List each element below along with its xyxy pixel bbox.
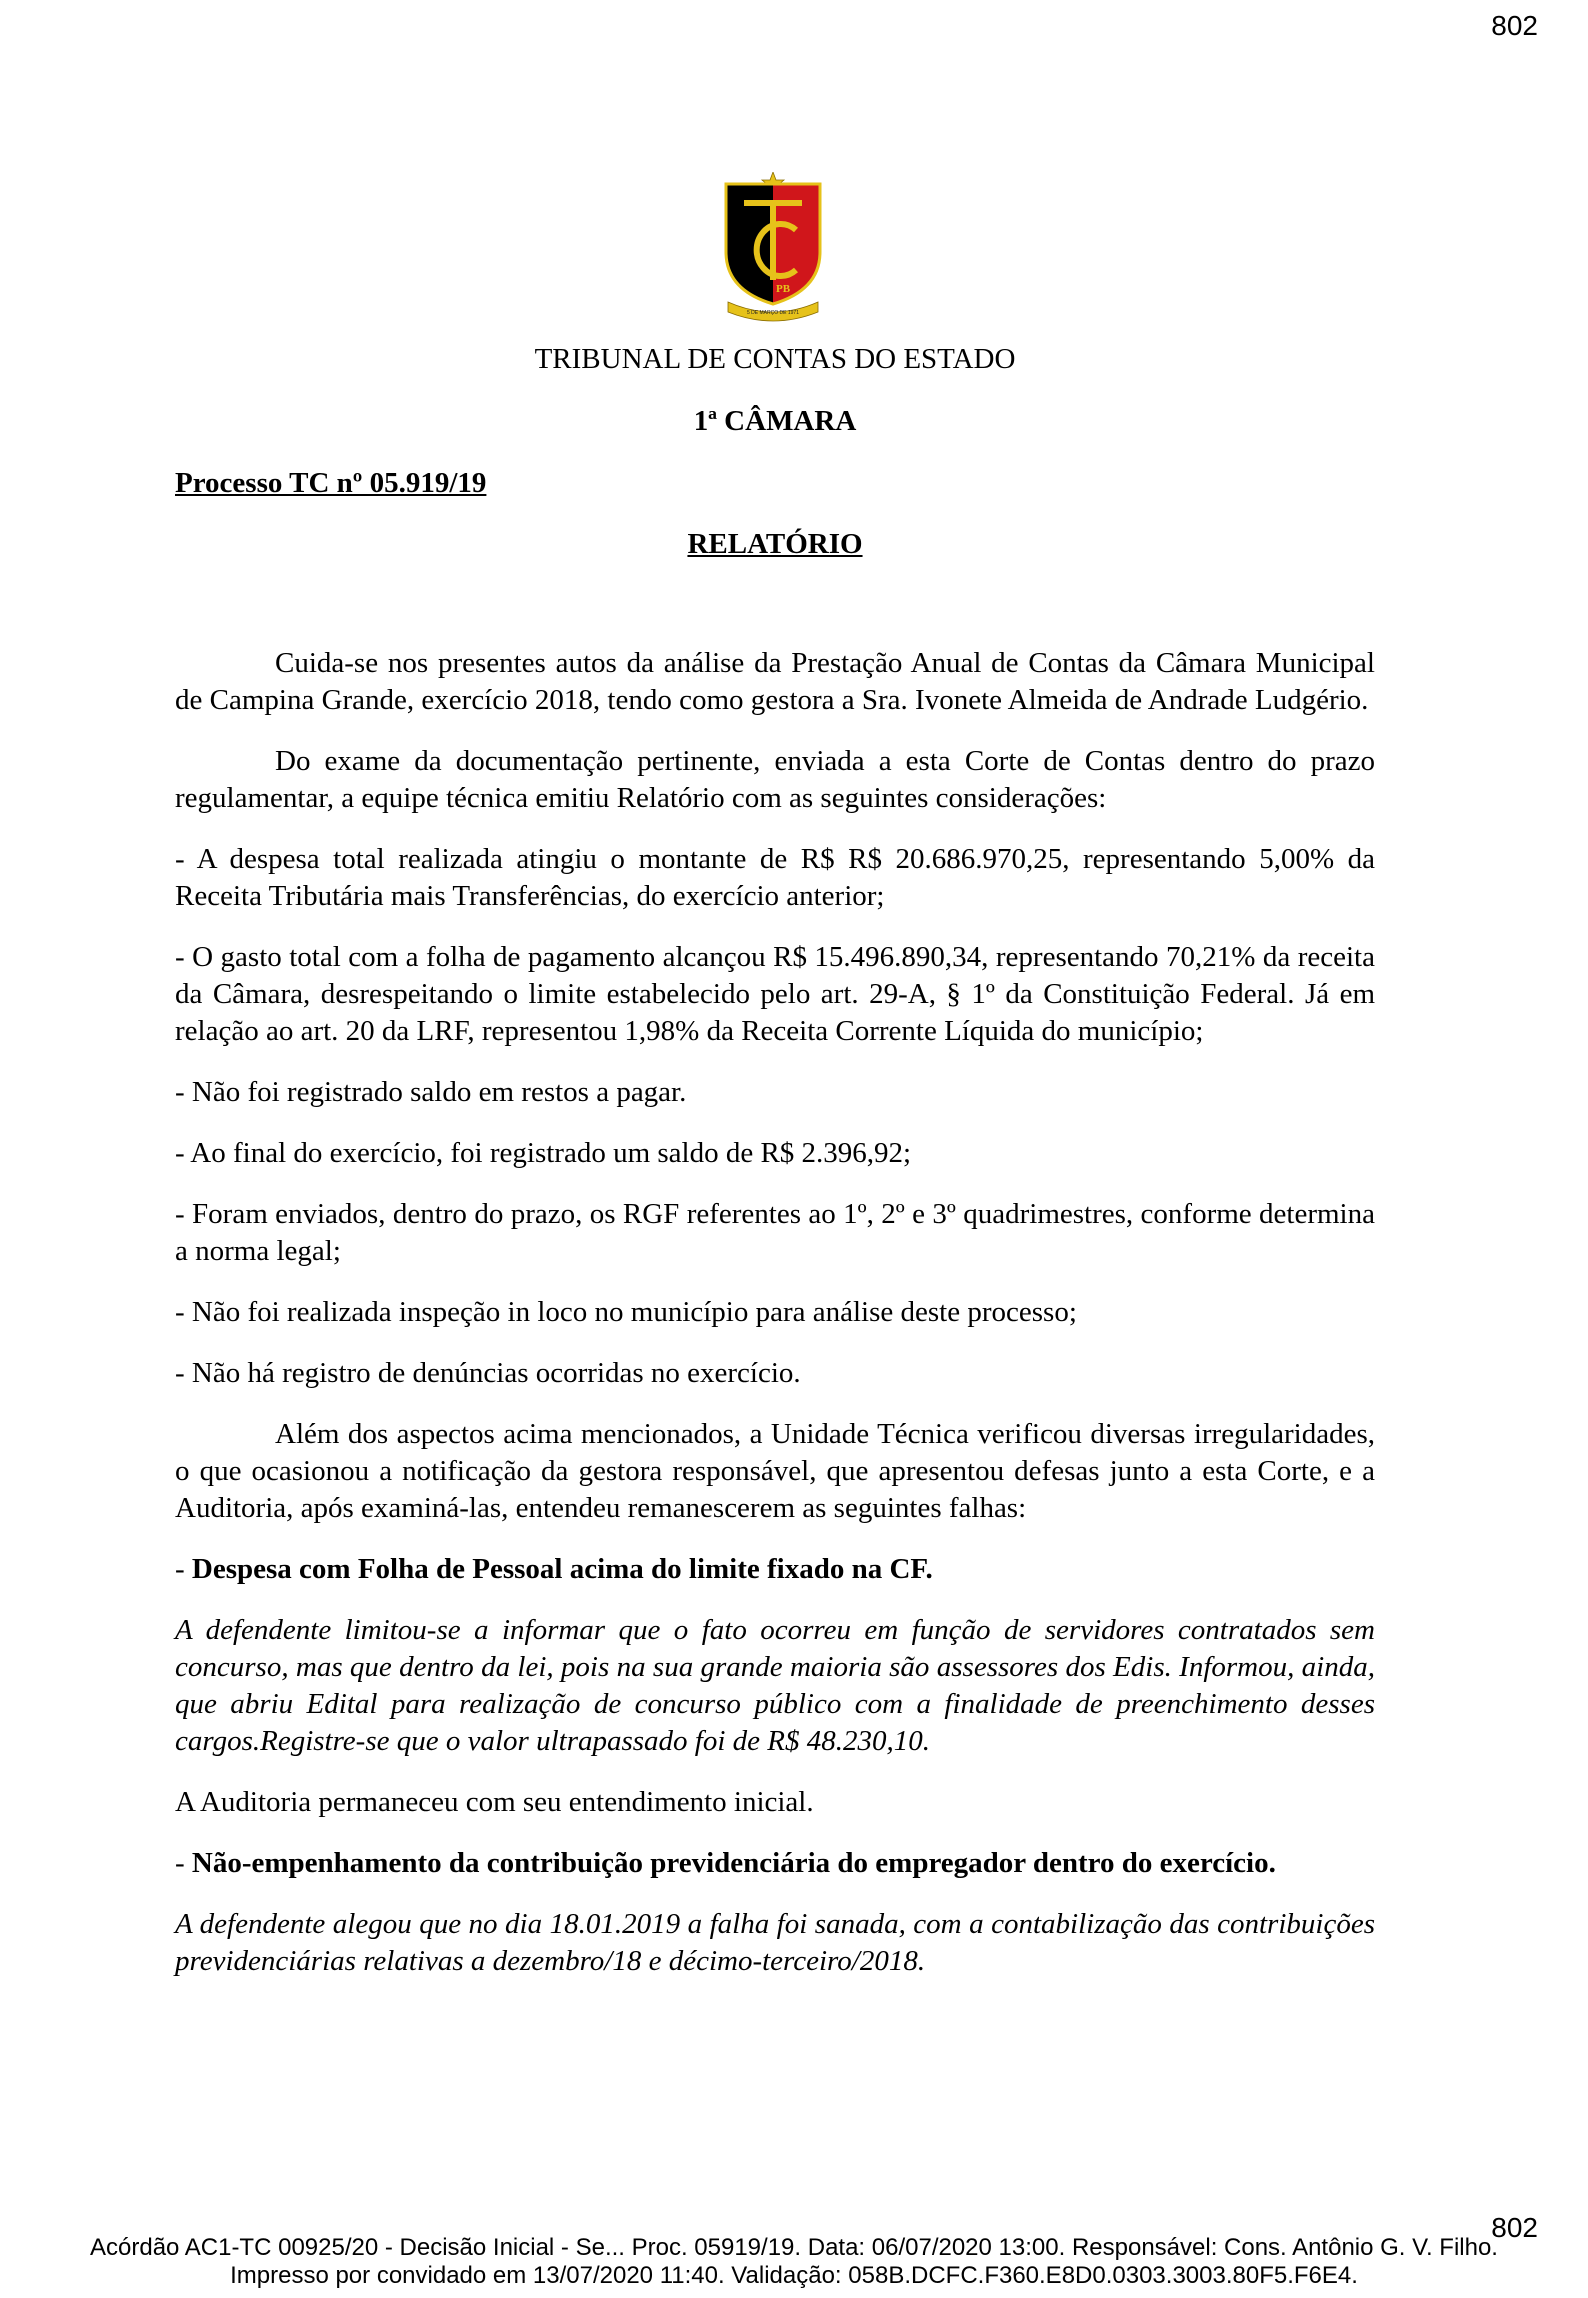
tribunal-heading: TRIBUNAL DE CONTAS DO ESTADO [534, 343, 1016, 375]
falha-1-heading: - Despesa com Folha de Pessoal acima do limite fixado na CF. [175, 1553, 933, 1585]
item-restos-a-pagar: - Não foi registrado saldo em restos a pagar. [175, 1076, 687, 1108]
logo-ribbon-text: 5 DE MARÇO DE 1971 [747, 310, 799, 316]
falha-1-defesa: A defendente limitou-se a informar que o fato ocorreu em função de servidores contratados sem concurso, mas que dentro da lei, pois na sua grande maioria são assessores dos Edis. Informou, ainda, que abriu Edital para realização de concurso público com a finalidade de preenchimento desses cargos.Registre-se que o valor ultrapassado foi de R$ 48.230,10. [175, 1614, 1375, 1757]
falha-2-title: Não-empenhamento da contribuição previdenciária do empregador dentro do exercício. [191, 1847, 1276, 1879]
document-body [175, 645, 1375, 2004]
falha-1-title: Despesa com Folha de Pessoal acima do limite fixado na CF. [191, 1553, 933, 1585]
falha-1-auditoria: A Auditoria permaneceu com seu entendimento inicial. [175, 1786, 814, 1818]
camara-heading: 1ª CÂMARA [693, 405, 857, 437]
tcepb-shield-logo [718, 172, 828, 322]
item-rgf: - Foram enviados, dentro do prazo, os RGF referentes ao 1º, 2º e 3º quadrimestres, conforme determina a norma legal; [175, 1198, 1375, 1267]
relatorio-title: RELATÓRIO [687, 528, 863, 560]
falha-2-heading: - Não-empenhamento da contribuição previdenciária do empregador dentro do exercício. [175, 1847, 1276, 1879]
item-saldo: - Ao final do exercício, foi registrado um saldo de R$ 2.396,92; [175, 1137, 912, 1169]
footer-line-1: Acórdão AC1-TC 00925/20 - Decisão Inicial - Se... Proc. 05919/19. Data: 06/07/2020 13:00. Responsável: Cons. Antônio G. V. Filho. [90, 2234, 1498, 2261]
page-number-top: 802 [1491, 10, 1538, 41]
logo-subtitle: PB [776, 283, 791, 295]
processo-number: Processo TC nº 05.919/19 [175, 467, 487, 499]
item-despesa-total: - A despesa total realizada atingiu o montante de R$ R$ 20.686.970,25, representando 5,00% da Receita Tributária mais Transferências, do exercício anterior; [175, 843, 1375, 912]
paragraph-exame: Do exame da documentação pertinente, enviada a esta Corte de Contas dentro do prazo regulamentar, a equipe técnica emitiu Relatório com as seguintes considerações: [175, 745, 1375, 814]
page-number-bottom: 802 [1491, 2212, 1538, 2243]
paragraph-aspectos: Além dos aspectos acima mencionados, a Unidade Técnica verificou diversas irregularidades, o que ocasionou a notificação da gestora responsável, que apresentou defesas junto a esta Corte, e a Auditoria, após examiná-las, entendeu remanescerem as seguintes falhas: [175, 1418, 1375, 1524]
footer-line-2: Impresso por convidado em 13/07/2020 11:40. Validação: 058B.DCFC.F360.E8D0.0303.3003.80F5.F6E4. [230, 2262, 1358, 2289]
falha-2-defesa: A defendente alegou que no dia 18.01.2019 a falha foi sanada, com a contabilização das contribuições previdenciárias relativas a dezembro/18 e décimo-terceiro/2018. [175, 1908, 1375, 1977]
item-denuncias: - Não há registro de denúncias ocorridas no exercício. [175, 1357, 801, 1389]
item-folha-pagamento: - O gasto total com a folha de pagamento alcançou R$ 15.496.890,34, representando 70,21% da receita da Câmara, desrespeitando o limite estabelecido pelo art. 29-A, § 1º da Constituição Federal. Já em relação ao art. 20 da LRF, representou 1,98% da Receita Corrente Líquida do município; [175, 941, 1375, 1047]
validation-footer [0, 2234, 1588, 2290]
paragraph-intro: Cuida-se nos presentes autos da análise da Prestação Anual de Contas da Câmara Municipal de Campina Grande, exercício 2018, tendo como gestora a Sra. Ivonete Almeida de Andrade Ludgério. [175, 647, 1375, 716]
item-inspecao: - Não foi realizada inspeção in loco no município para análise deste processo; [175, 1296, 1077, 1328]
